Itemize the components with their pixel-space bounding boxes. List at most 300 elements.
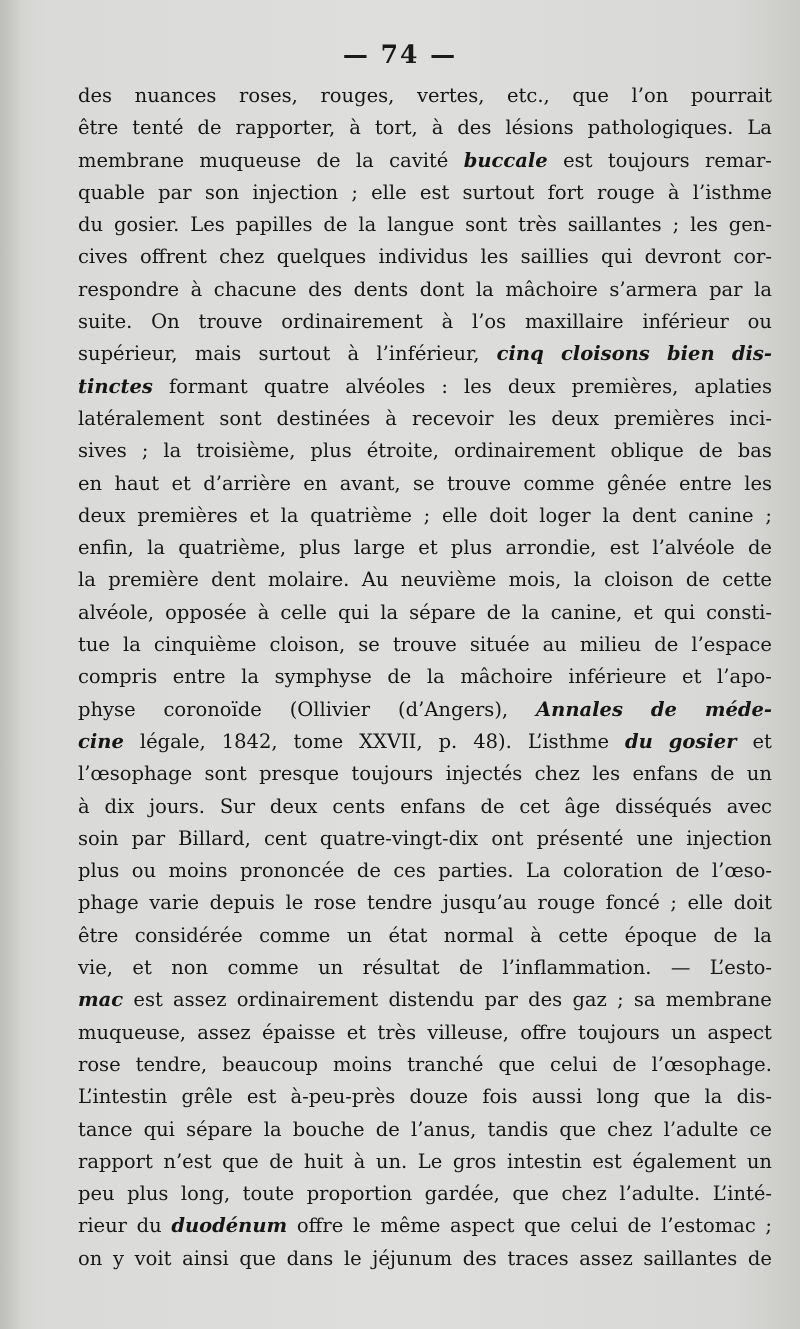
word: le bbox=[343, 1246, 362, 1270]
word: de bbox=[713, 923, 738, 947]
word: à bbox=[257, 600, 270, 624]
text-line bbox=[78, 241, 772, 273]
word: se bbox=[413, 471, 435, 495]
word: loger bbox=[539, 503, 591, 527]
word: etc., bbox=[507, 84, 550, 107]
word: tenté bbox=[132, 116, 184, 140]
text-line bbox=[78, 1017, 772, 1049]
word: chacune bbox=[213, 277, 297, 301]
text-line bbox=[78, 1146, 772, 1178]
word: avant, bbox=[339, 471, 401, 495]
word: son bbox=[204, 180, 240, 204]
word: que bbox=[572, 84, 609, 107]
word: Sur bbox=[219, 794, 256, 818]
word: cloison, bbox=[269, 633, 346, 657]
word: par bbox=[484, 988, 518, 1012]
word: première bbox=[108, 568, 199, 592]
word: la bbox=[280, 503, 299, 527]
word: distendu bbox=[388, 988, 475, 1012]
word: villeuse, bbox=[427, 1020, 509, 1044]
word: Au bbox=[361, 568, 389, 592]
word: à bbox=[349, 116, 361, 140]
word: Billard, bbox=[178, 826, 251, 850]
word: ont bbox=[491, 826, 524, 850]
word: chez bbox=[219, 245, 265, 269]
word: par bbox=[709, 277, 743, 301]
italic-word: dis- bbox=[731, 342, 772, 366]
word: offre bbox=[520, 1020, 567, 1044]
word: deux bbox=[507, 374, 556, 398]
word: un bbox=[746, 762, 772, 786]
word: aspect bbox=[450, 1214, 515, 1238]
word: vertes, bbox=[416, 84, 485, 107]
text-line bbox=[78, 758, 772, 790]
word: soin bbox=[78, 826, 119, 850]
word: l’espace bbox=[691, 633, 772, 657]
word: offrent bbox=[140, 245, 207, 269]
word: située bbox=[469, 633, 530, 657]
italic-word: Annales bbox=[536, 697, 623, 721]
word: physe bbox=[78, 697, 136, 721]
word: premières, bbox=[571, 374, 679, 398]
word: doit bbox=[489, 503, 528, 527]
word: être bbox=[78, 116, 119, 140]
word: et bbox=[346, 1020, 367, 1044]
word: oblique bbox=[610, 439, 684, 463]
word: alvéole, bbox=[78, 600, 155, 624]
word: la bbox=[355, 148, 374, 172]
word: de bbox=[387, 665, 412, 689]
word: roses, bbox=[239, 84, 298, 107]
word: saillies bbox=[520, 245, 589, 269]
word: à-peu-près bbox=[290, 1085, 396, 1109]
word: ; bbox=[670, 891, 677, 915]
word: rose bbox=[78, 1052, 121, 1076]
word: du bbox=[136, 1214, 162, 1238]
word: molaire. bbox=[267, 568, 350, 592]
word: ; bbox=[141, 439, 149, 463]
word: l’estomac bbox=[661, 1214, 756, 1238]
word: enfans bbox=[400, 794, 466, 818]
word: d’arrière bbox=[203, 471, 291, 495]
word: alvéoles bbox=[345, 374, 426, 398]
word: de bbox=[627, 1214, 652, 1238]
word: intestin bbox=[507, 1149, 582, 1173]
word: gênée bbox=[606, 471, 667, 495]
text-line bbox=[78, 1049, 772, 1081]
text-line bbox=[78, 306, 772, 338]
word: ; bbox=[617, 988, 624, 1012]
word: cent bbox=[263, 826, 307, 850]
text-line bbox=[78, 694, 772, 726]
word: les bbox=[480, 245, 509, 269]
word: la bbox=[426, 665, 445, 689]
text-line bbox=[78, 661, 772, 693]
word: que bbox=[524, 1214, 561, 1238]
text-line bbox=[78, 209, 772, 241]
word: injectés bbox=[445, 762, 523, 786]
word: à bbox=[441, 310, 454, 334]
word: quatre-vingt-dix bbox=[319, 826, 479, 850]
word: résultat bbox=[362, 956, 440, 980]
word: fois bbox=[482, 1085, 518, 1109]
word: tance bbox=[78, 1117, 133, 1141]
italic-word: gosier bbox=[668, 729, 737, 753]
word: muqueuse, bbox=[78, 1020, 186, 1044]
word: vie, bbox=[78, 956, 113, 980]
word: un. bbox=[375, 1149, 408, 1173]
word: rose bbox=[313, 891, 357, 915]
word: et bbox=[752, 729, 772, 753]
word: et bbox=[682, 665, 702, 689]
word: moins bbox=[168, 859, 228, 883]
word: trouve bbox=[392, 633, 457, 657]
word: toujours bbox=[351, 762, 434, 786]
word: canine bbox=[688, 503, 754, 527]
word: de bbox=[197, 116, 222, 140]
word: dis- bbox=[736, 1085, 772, 1109]
word: et bbox=[132, 956, 152, 980]
word: long, bbox=[180, 1182, 231, 1206]
word: 48). bbox=[473, 729, 512, 753]
word: toujours bbox=[577, 1020, 660, 1044]
word: dent bbox=[631, 503, 677, 527]
word: plus bbox=[127, 1182, 169, 1206]
word: trouve bbox=[446, 471, 511, 495]
word: deux bbox=[269, 794, 318, 818]
word: l’on bbox=[631, 84, 669, 107]
word: qui bbox=[337, 600, 370, 624]
word: maxillaire bbox=[524, 310, 624, 334]
word: par bbox=[158, 180, 192, 204]
italic-word: légale, bbox=[139, 729, 206, 753]
word: voit bbox=[134, 1246, 172, 1270]
word: de bbox=[685, 568, 710, 592]
word: tranché bbox=[407, 1052, 484, 1076]
word: est bbox=[609, 536, 640, 560]
italic-word: du bbox=[624, 729, 653, 753]
word: On bbox=[151, 310, 180, 334]
page-number: — 74 — bbox=[342, 40, 458, 69]
word: chez bbox=[561, 1182, 607, 1206]
text-line bbox=[78, 564, 772, 596]
word: quatrième, bbox=[178, 536, 287, 560]
word: sives bbox=[78, 439, 127, 463]
word: mois, bbox=[508, 568, 562, 592]
word: mais bbox=[194, 342, 242, 366]
word: dents bbox=[353, 277, 409, 301]
word: la bbox=[754, 923, 772, 947]
word: en bbox=[303, 471, 328, 495]
word: cette bbox=[722, 568, 772, 592]
word: surtout bbox=[462, 180, 535, 204]
word: la bbox=[147, 536, 165, 560]
word: deux bbox=[551, 406, 599, 430]
text-line bbox=[78, 532, 772, 564]
word: mâchoire bbox=[460, 665, 553, 689]
word: rouge bbox=[537, 891, 596, 915]
word: arrondie, bbox=[505, 536, 597, 560]
word: Les bbox=[190, 213, 225, 237]
word: de bbox=[675, 859, 700, 883]
word: cents bbox=[332, 794, 386, 818]
word: huit bbox=[303, 1149, 344, 1173]
word: également bbox=[632, 1149, 737, 1173]
word: doit bbox=[733, 891, 772, 915]
word: L’esto- bbox=[709, 956, 772, 980]
word: traces bbox=[507, 1246, 569, 1270]
italic-word: de bbox=[650, 697, 677, 721]
word: cloison bbox=[604, 568, 674, 592]
word: L’isthme bbox=[527, 729, 609, 753]
word: âge bbox=[564, 794, 601, 818]
word: symphyse bbox=[274, 665, 372, 689]
word: recevoir bbox=[411, 406, 494, 430]
word: peu bbox=[78, 1182, 115, 1206]
word: avec bbox=[726, 794, 772, 818]
word: troisième, bbox=[196, 439, 296, 463]
word: que bbox=[512, 1182, 549, 1206]
italic-word: cinq bbox=[496, 342, 544, 366]
italic-word: méde- bbox=[704, 697, 772, 721]
word: cinquième bbox=[153, 633, 257, 657]
word: cor- bbox=[733, 245, 772, 269]
word: la bbox=[602, 503, 621, 527]
word: est bbox=[592, 1149, 622, 1173]
word: à bbox=[353, 1149, 366, 1173]
word: long bbox=[596, 1085, 640, 1109]
word: assez bbox=[197, 1020, 251, 1044]
word: est bbox=[563, 148, 593, 172]
word: une bbox=[636, 826, 674, 850]
word: s’armera bbox=[609, 277, 698, 301]
word: Le bbox=[417, 1149, 443, 1173]
word: (Ollivier bbox=[289, 697, 371, 721]
word: ainsi bbox=[182, 1246, 229, 1270]
italic-word: cloisons bbox=[560, 342, 650, 366]
word: sépare bbox=[186, 1117, 253, 1141]
word: dont bbox=[419, 277, 465, 301]
word: entre bbox=[679, 471, 732, 495]
word: y bbox=[112, 1246, 124, 1270]
italic-word: tinctes bbox=[78, 374, 153, 398]
italic-word: bien bbox=[667, 342, 715, 366]
word: le bbox=[285, 891, 304, 915]
word: même bbox=[380, 1214, 441, 1238]
word: elle bbox=[441, 503, 478, 527]
italic-word: cine bbox=[78, 729, 124, 753]
text-line bbox=[78, 855, 772, 887]
word: L’intestin bbox=[78, 1085, 168, 1109]
word: tendre, bbox=[135, 1052, 208, 1076]
word: de bbox=[375, 1117, 400, 1141]
word: l’anus, bbox=[410, 1117, 477, 1141]
word: l’adulte. bbox=[619, 1182, 701, 1206]
word: l’œsophage bbox=[78, 762, 193, 786]
word: membrane bbox=[78, 148, 185, 172]
word: dans bbox=[286, 1246, 334, 1270]
word: la bbox=[263, 1117, 282, 1141]
word: p. bbox=[438, 729, 458, 753]
word: tort, bbox=[374, 116, 418, 140]
word: ordinairement bbox=[453, 439, 596, 463]
word: coronoïde bbox=[163, 697, 262, 721]
word: — bbox=[670, 956, 691, 980]
word: et bbox=[171, 471, 191, 495]
text-line bbox=[78, 1114, 772, 1146]
word: à bbox=[431, 116, 444, 140]
word: ordinairement bbox=[281, 310, 423, 334]
word: jusqu’au bbox=[442, 891, 527, 915]
word: suite. bbox=[78, 310, 133, 334]
text-line bbox=[78, 500, 772, 532]
word: non bbox=[171, 956, 209, 980]
word: à bbox=[667, 180, 680, 204]
text-line bbox=[78, 435, 772, 467]
text-line bbox=[78, 80, 772, 112]
word: à bbox=[530, 923, 542, 947]
word: dix bbox=[104, 794, 135, 818]
word: gaz bbox=[572, 988, 607, 1012]
word: : bbox=[441, 374, 448, 398]
word: état bbox=[388, 923, 428, 947]
word: opposée bbox=[165, 600, 247, 624]
word: enfin, bbox=[78, 536, 134, 560]
word: un bbox=[318, 956, 344, 980]
word: coloration bbox=[563, 859, 663, 883]
word: plus bbox=[450, 536, 493, 560]
word: haut bbox=[114, 471, 160, 495]
word: fort bbox=[547, 180, 584, 204]
text-line bbox=[78, 177, 772, 209]
word: inférieure bbox=[568, 665, 667, 689]
word: l’apo- bbox=[717, 665, 772, 689]
word: étroite, bbox=[366, 439, 439, 463]
word: gosier. bbox=[113, 213, 180, 237]
word: de bbox=[654, 633, 679, 657]
word: parties. bbox=[438, 859, 514, 883]
word: saillantes bbox=[643, 1246, 738, 1270]
word: la bbox=[163, 439, 182, 463]
word: jours. bbox=[149, 794, 205, 818]
word: la bbox=[475, 277, 494, 301]
word: supérieur, bbox=[78, 342, 178, 366]
word: ; bbox=[423, 503, 431, 527]
word: à bbox=[190, 277, 203, 301]
word: comme bbox=[523, 471, 595, 495]
word: ; bbox=[672, 213, 680, 237]
word: que bbox=[498, 1052, 536, 1076]
word: chez bbox=[607, 1117, 653, 1141]
word: plus bbox=[78, 859, 120, 883]
word: à bbox=[78, 794, 90, 818]
word: on bbox=[78, 1246, 103, 1270]
word: rieur bbox=[78, 1214, 127, 1238]
word: muqueuse bbox=[199, 148, 302, 172]
word: comme bbox=[259, 923, 331, 947]
word: respondre bbox=[78, 277, 179, 301]
italic-word: buccale bbox=[463, 148, 548, 172]
word: offre bbox=[296, 1214, 344, 1238]
word: que bbox=[559, 1117, 596, 1141]
word: au bbox=[542, 633, 567, 657]
word: inci- bbox=[729, 406, 772, 430]
word: des bbox=[462, 1246, 497, 1270]
word: de bbox=[316, 148, 341, 172]
word: est bbox=[133, 988, 163, 1012]
word: large bbox=[353, 536, 406, 560]
word: tome bbox=[293, 729, 344, 753]
word: ; bbox=[765, 503, 772, 527]
word: compris bbox=[78, 665, 158, 689]
word: la bbox=[704, 1085, 723, 1109]
word: presque bbox=[259, 762, 339, 786]
word: par bbox=[131, 826, 166, 850]
word: 1842, bbox=[221, 729, 278, 753]
word: du bbox=[78, 213, 104, 237]
word: individus bbox=[378, 245, 469, 269]
word: douze bbox=[409, 1085, 469, 1109]
word: le bbox=[352, 1214, 371, 1238]
word: de bbox=[747, 1246, 772, 1270]
word: sont bbox=[219, 406, 262, 430]
word: et bbox=[249, 503, 269, 527]
word: milieu bbox=[579, 633, 642, 657]
word: injection bbox=[686, 826, 772, 850]
word: elle bbox=[687, 891, 724, 915]
word: la bbox=[573, 568, 592, 592]
word: épaisse bbox=[261, 1020, 336, 1044]
word: époque bbox=[624, 923, 697, 947]
text-line bbox=[78, 338, 772, 370]
text-line bbox=[78, 1210, 772, 1242]
word: enfans bbox=[632, 762, 698, 786]
word: de bbox=[480, 794, 505, 818]
word: assez bbox=[579, 1246, 633, 1270]
word: injection bbox=[252, 180, 339, 204]
word: pourrait bbox=[690, 84, 772, 107]
word: formant bbox=[168, 374, 248, 398]
word: l’alvéole bbox=[652, 536, 735, 560]
word: ou bbox=[131, 859, 157, 883]
word: être bbox=[78, 923, 119, 947]
word: depuis bbox=[209, 891, 275, 915]
word: destinées bbox=[276, 406, 371, 430]
word: les bbox=[690, 213, 718, 237]
word: normal bbox=[443, 923, 514, 947]
text-line bbox=[78, 597, 772, 629]
word: ; bbox=[765, 1214, 772, 1238]
word: remar- bbox=[705, 148, 772, 172]
word: de bbox=[458, 956, 483, 980]
word: de bbox=[269, 1149, 294, 1173]
word: des bbox=[78, 84, 113, 107]
word: lésions bbox=[505, 116, 574, 140]
word: gros bbox=[452, 1149, 497, 1173]
word: tue bbox=[78, 633, 110, 657]
word: la bbox=[754, 277, 772, 301]
text-line bbox=[78, 1243, 772, 1275]
word: aspect bbox=[707, 1020, 772, 1044]
word: l’inférieur, bbox=[376, 342, 480, 366]
word: bouche bbox=[292, 1117, 365, 1141]
word: disséqués bbox=[615, 794, 712, 818]
word: est bbox=[419, 180, 450, 204]
word: l’inflammation. bbox=[502, 956, 652, 980]
word: la bbox=[78, 568, 96, 592]
word: de bbox=[356, 859, 381, 883]
word: en bbox=[78, 471, 103, 495]
